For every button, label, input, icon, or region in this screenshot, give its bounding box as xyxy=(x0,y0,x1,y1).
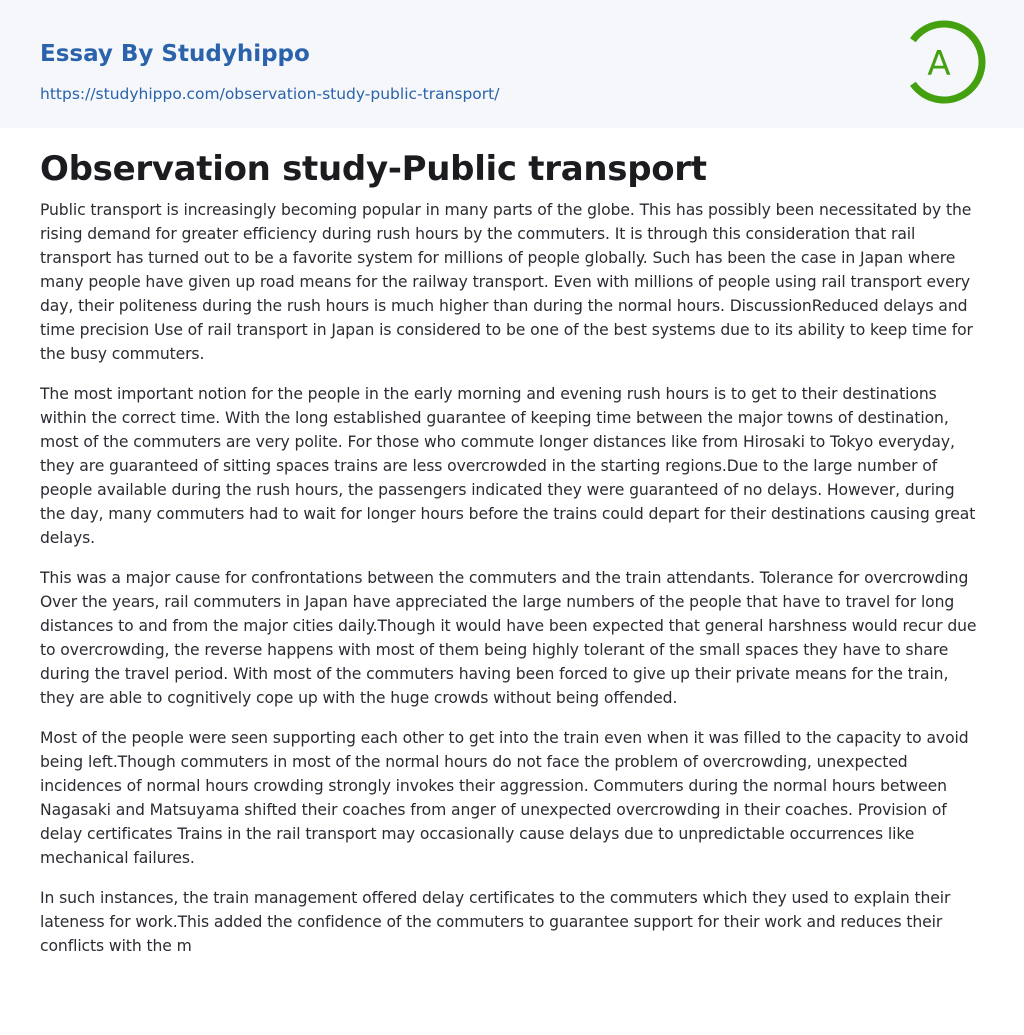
page-title: Observation study-Public transport xyxy=(40,149,707,189)
source-url-link[interactable]: https://studyhippo.com/observation-study-public-transport/ xyxy=(40,85,500,103)
logo-letter: A xyxy=(927,44,951,84)
brand-title: Essay By Studyhippo xyxy=(40,41,310,67)
article-paragraph: This was a major cause for confrontations between the commuters and the train attendants. Tolerance for overcrowding Over the years, rail commuters in Japan have appreciated the large numbers of the people that have to travel for long distances to and from the major cities daily.Though it would have been expected that general harshness would recur due to overcrowding, the reverse happens with most of them being highly tolerant of the small spaces they have to share during the travel period. With most of the commuters having been forced to give up their private means for the train, they are able to cognitively cope up with the huge crowds without being offended. xyxy=(40,569,977,707)
article-paragraph: The most important notion for the people in the early morning and evening rush hours is to get to their destinations within the correct time. With the long established guarantee of keeping time between the major towns of destination, most of the commuters are very polite. For those who commute longer distances like from Hirosaki to Tokyo everyday, they are guaranteed of sitting spaces trains are less overcrowded in the starting regions.Due to the large number of people available during the rush hours, the passengers indicated they were guaranteed of no delays. However, during the day, many commuters had to wait for longer hours before the trains could depart for their destinations causing great delays. xyxy=(40,385,976,547)
article xyxy=(0,147,1024,958)
article-paragraph: Public transport is increasingly becoming popular in many parts of the globe. This has possibly been necessitated by the rising demand for greater efficiency during rush hours by the commuters. It is through this consideration that rail transport has turned out to be a favorite system for millions of people globally. Such has been the case in Japan where many people have given up road means for the railway transport. Even with millions of people using rail transport every day, their politeness during the rush hours is much higher than during the normal hours. DiscussionReduced delays and time precision Use of rail transport in Japan is considered to be one of the best systems due to its ability to keep time for the busy commuters. xyxy=(40,201,973,363)
site-header xyxy=(0,0,1024,128)
studyhippo-logo-icon[interactable] xyxy=(900,18,988,106)
article-paragraph: In such instances, the train management offered delay certificates to the commuters which they used to explain their lateness for work.This added the confidence of the commuters to guarantee support for their work and reduces their conflicts with the m xyxy=(40,889,951,955)
article-paragraph: Most of the people were seen supporting each other to get into the train even when it was filled to the capacity to avoid being left.Though commuters in most of the normal hours do not face the problem of overcrowding, unexpected incidences of normal hours crowding strongly invokes their aggression. Commuters during the normal hours between Nagasaki and Matsuyama shifted their coaches from anger of unexpected overcrowding in their coaches. Provision of delay certificates Trains in the rail transport may occasionally cause delays due to unpredictable occurrences like mechanical failures. xyxy=(40,729,969,867)
logo-svg xyxy=(900,18,988,106)
